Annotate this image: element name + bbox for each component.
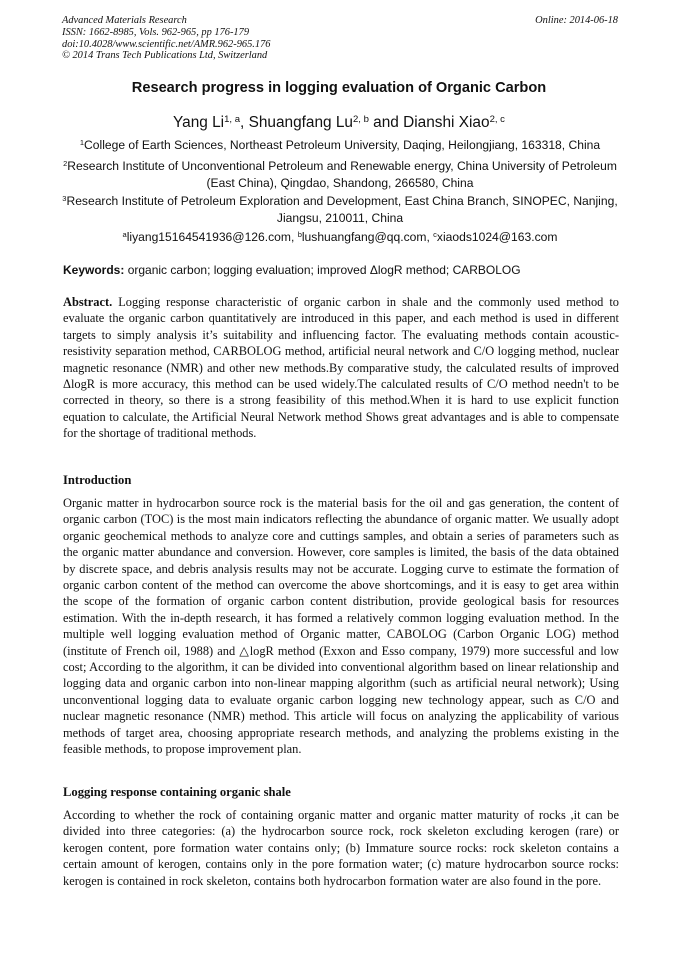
author-sup: 2, b <box>353 113 369 125</box>
affiliation-sup: 3 <box>62 193 67 203</box>
email-separator: , <box>426 230 434 244</box>
email-list <box>62 229 618 246</box>
author-sup: 2, c <box>489 113 505 125</box>
affiliation-text: College of Earth Sciences, Northeast Petroleum University, Daqing, Heilongjiang, 163318, China <box>84 138 601 152</box>
affiliation-sup: 2 <box>63 158 68 168</box>
email-address[interactable]: lushuangfang@qq.com <box>301 230 427 244</box>
affiliation <box>62 193 618 227</box>
affiliation <box>62 137 618 154</box>
keywords-text: organic carbon; logging evaluation; improved ΔlogR method; CARBOLOG <box>124 263 521 277</box>
author-name: Dianshi Xiao <box>403 114 490 131</box>
author-name: Shuangfang Lu <box>248 114 353 131</box>
email-address[interactable]: xiaods1024@163.com <box>436 230 558 244</box>
affiliation-text: Research Institute of Unconventional Petroleum and Renewable energy, China University of Petroleum (East China), Qingdao, Shandong, 266580, China <box>67 159 617 191</box>
copyright-line: © 2014 Trans Tech Publications Ltd, Switzerland <box>62 50 268 62</box>
email-sup: c <box>433 229 437 239</box>
abstract-text: Logging response characteristic of organic carbon in shale and the commonly used method to evaluate the organic carbon quantitatively are introduced in this paper, and each method is used in different targets to simply analysis it’s suitability and influencing factor. The evaluating methods contain acoustic-resistivity separation method, CARBOLOG method, artificial neural network and C/O logging method, nuclear magnetic resonance (NMR) and other new methods.By comparative study, the calculated results of improved ΔlogR is more accuracy, this method can be used widely.The calculated results of C/O method needn't to be corrected in theory, so there is a strong feasibility of this method.When it is hard to use explicit function equation to calculate, the Artificial Neural Network method Shows great advantages and is able to compensate for the shortage of traditional methods. <box>63 295 619 441</box>
author-name: Yang Li <box>173 114 225 131</box>
email-address[interactable]: liyang15164541936@126.com <box>126 230 291 244</box>
journal-header <box>62 15 618 62</box>
email-separator: , <box>290 230 298 244</box>
section-heading-introduction: Introduction <box>63 473 132 487</box>
doi-line: doi:10.4028/www.scientific.net/AMR.962-965.176 <box>62 38 271 50</box>
email-sup: a <box>122 229 127 239</box>
logging-response-paragraph: According to whether the rock of containing organic matter and organic matter maturity of rocks ,it can be divided into three categories: (a) the hydrocarbon source rock, rock skeleton excluding kerogen (rare) or kerogen content, pore formation water contains only; (b) Immature source rocks: rock skeleton contains a certain amount of kerogen, contains only in the pore formation water; (c) mature hydrocarbon source rocks: kerogen is contained in rock skeleton, contains both hydrocarbon formation water are also found in the pore. <box>63 808 619 888</box>
online-date: Online: 2014-06-18 <box>535 15 618 26</box>
author-list <box>30 114 648 132</box>
section-heading-logging-response: Logging response containing organic shale <box>63 785 291 799</box>
issn-line: ISSN: 1662-8985, Vols. 962-965, pp 176-179 <box>62 26 250 38</box>
keywords <box>63 263 618 277</box>
introduction-paragraph: Organic matter in hydrocarbon source rock is the material basis for the oil and gas generation, the content of organic carbon (TOC) is the most main indicators reflecting the abundance of organic matter. We usually adopt organic geochemical methods to analyze core and cuttings samples, and obtain a series of parameters such as the organic matter abundance and conversion. However, core samples is limited, the basis of the data obtained by discrete space, and debris analysis results may not be accurate. Logging curve to estimate the formation of organic carbon content of the method can overcome the above shortcomings, and it is easy to get area within the scope of the formation of organic carbon content distribution, provide geological basis for resources estimation. With the in-depth research, it has formed a relatively common logging evaluation method. In the multiple well logging evaluation method of Organic matter, CABOLOG (Carbon Organic LOG) method (institute of French oil, 1988) and △logR method (Exxon and Esso company, 1979) more successful and low cost; According to the algorithm, it can be divided into conventional algorithm based on linear relationship and logging data and organic carbon into non-linear mapping algorithm (such as artificial neural network); Using unconventional logging data to evaluate organic carbon logging new technology appear, such as C/O and nuclear magnetic resonance (NMR) method. This article will focus on analyzing the applicability of various methods of target area, choosing appropriate research methods, and analyzing the problems existing in the feasible methods, to propose improvement plan. <box>63 496 619 757</box>
email-sup: b <box>297 229 302 239</box>
affiliation-sup: 1 <box>79 137 85 147</box>
affiliation <box>62 158 618 192</box>
author-sup: 1, a <box>224 113 241 125</box>
abstract-label: Abstract. <box>63 295 113 309</box>
paper-title: Research progress in logging evaluation of Organic Carbon <box>131 80 547 96</box>
author-separator: and <box>368 114 404 131</box>
journal-name: Advanced Materials Research <box>62 15 187 26</box>
author-separator: , <box>240 114 249 131</box>
affiliation-text: Research Institute of Petroleum Exploration and Development, East China Branch, SINOPEC, Nanjing, Jiangsu, 210011, China <box>66 194 618 226</box>
abstract <box>63 294 619 442</box>
keywords-label: Keywords: <box>63 263 125 277</box>
